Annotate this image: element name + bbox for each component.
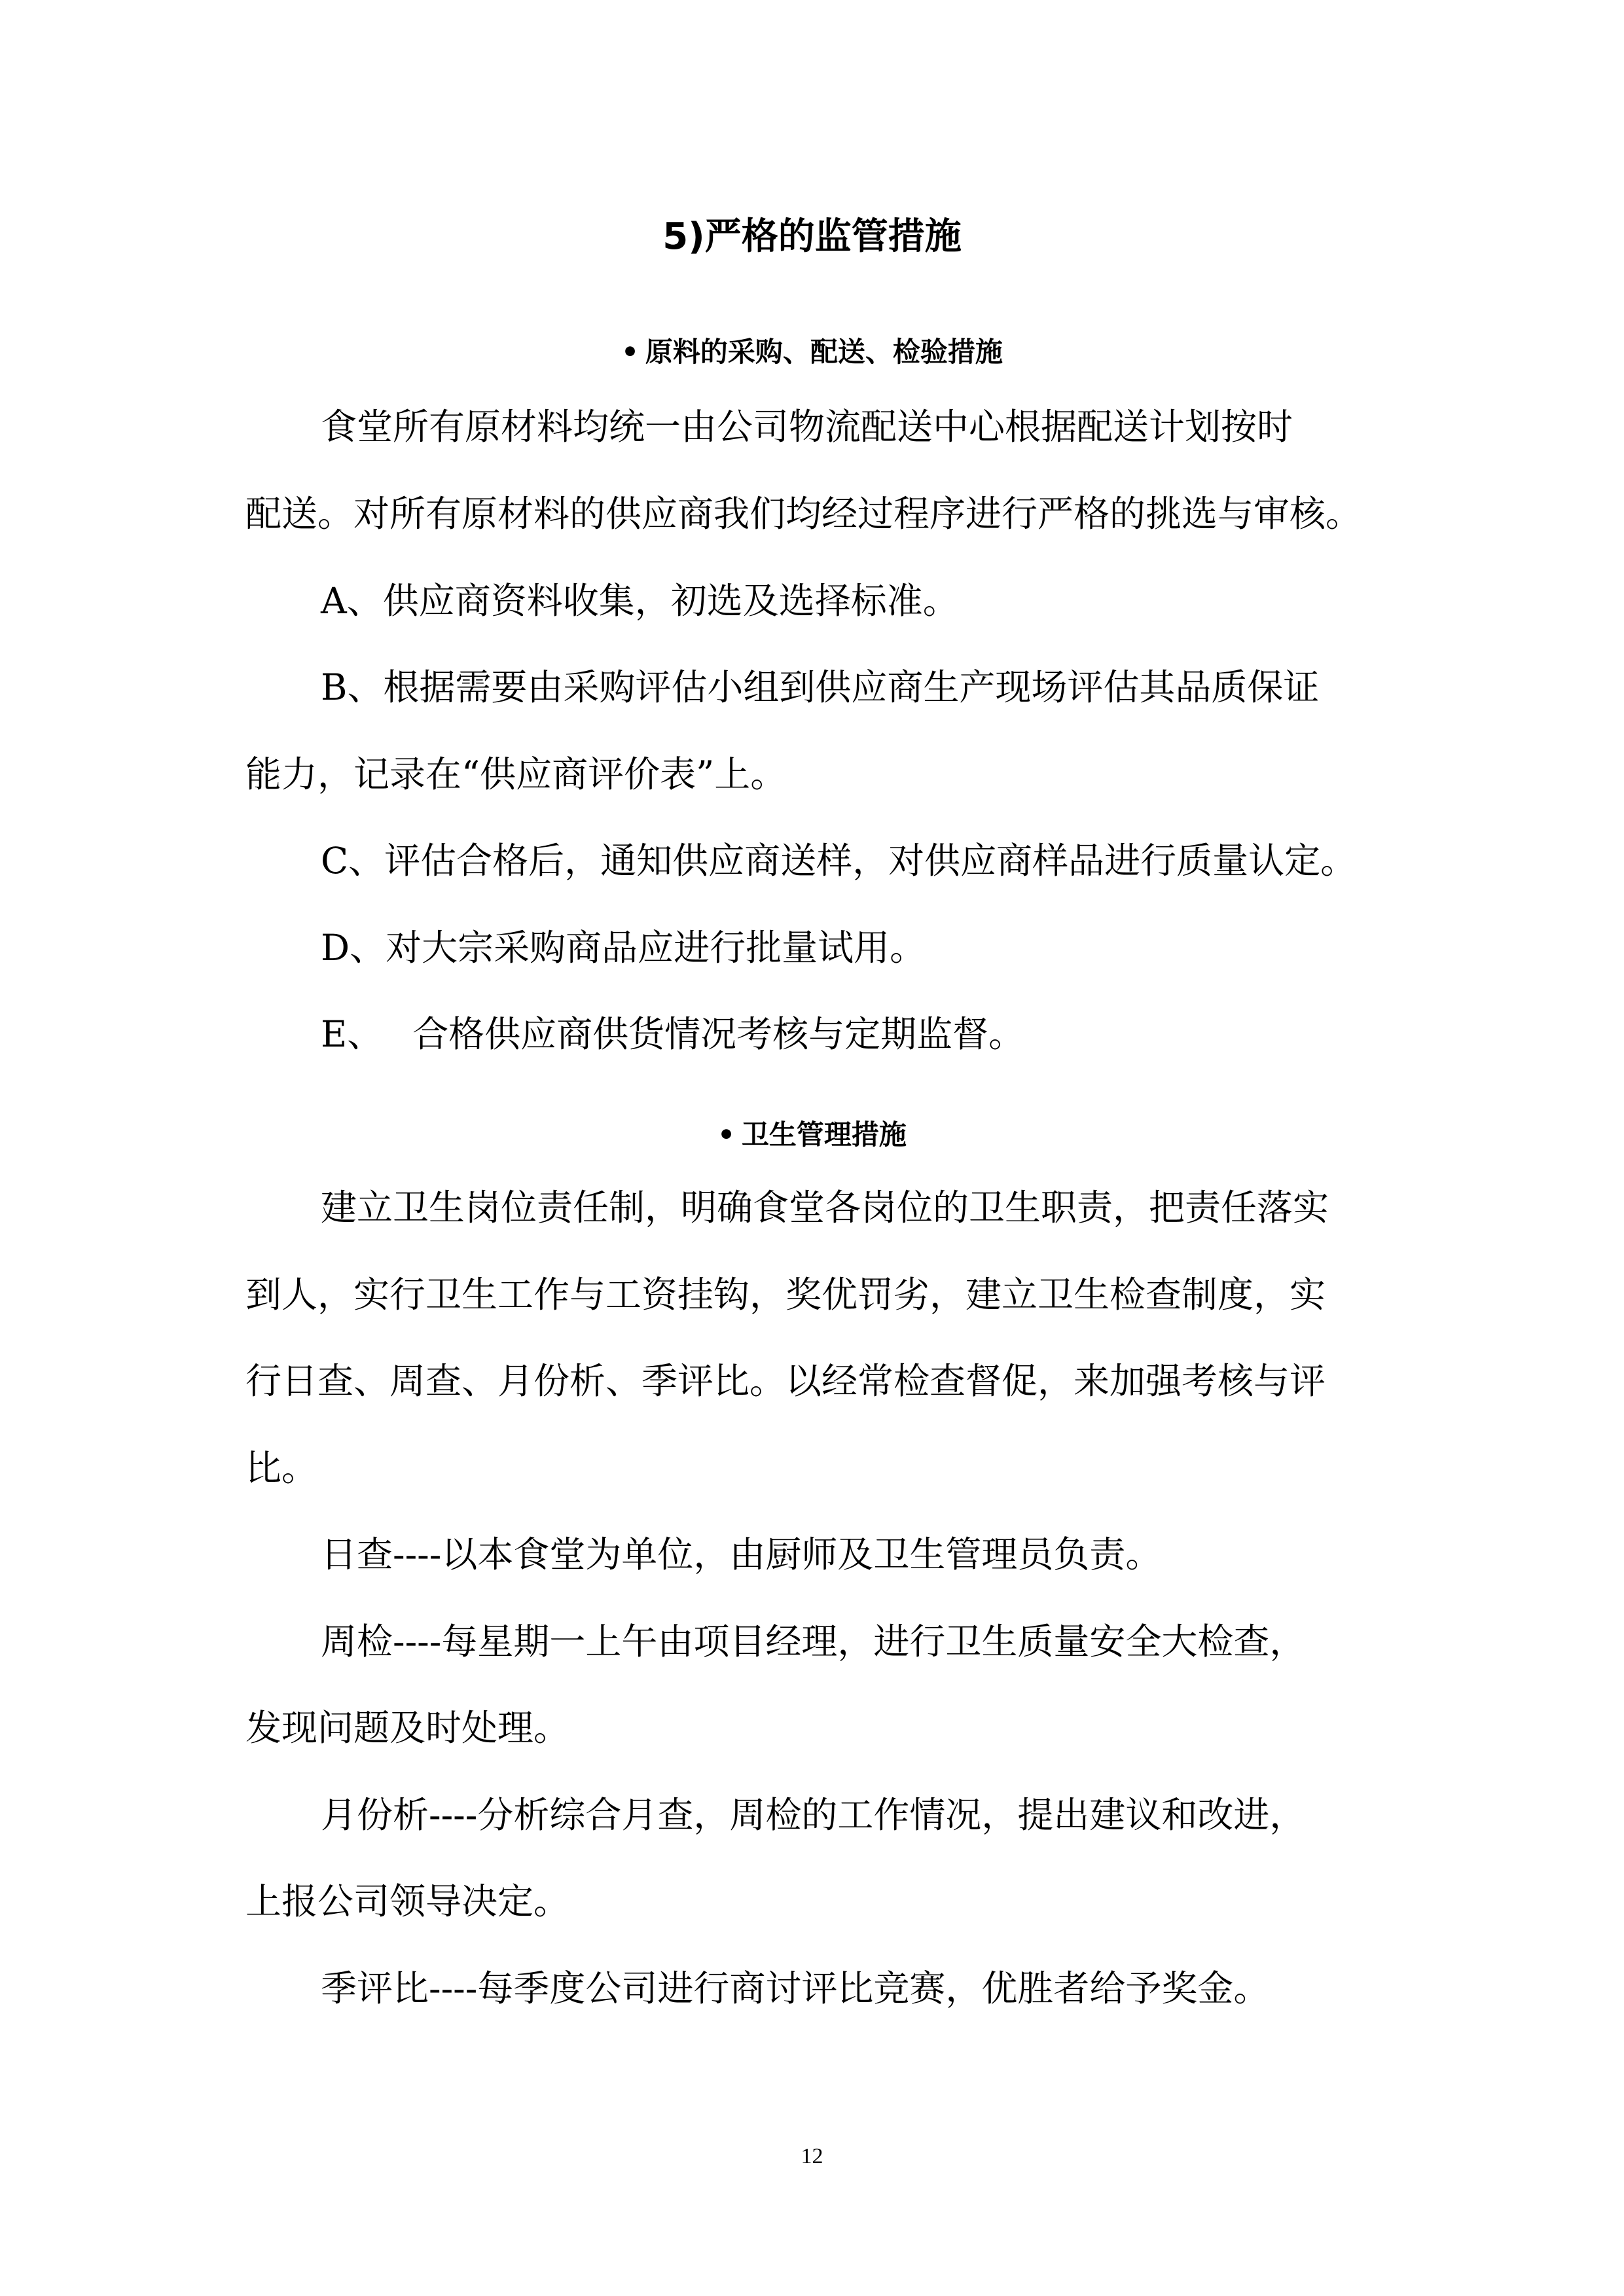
list-item-e: E、 合格供应商供货情况考核与定期监督。 — [321, 1013, 1025, 1055]
quarterly-review-line: 季评比----每季度公司进行商讨评比竞赛，优胜者给予奖金。 — [321, 1967, 1270, 2009]
list-item-b: B、根据需要由采购评估小组到供应商生产现场评估其品质保证 — [321, 666, 1320, 708]
bullet-icon: • — [717, 1119, 735, 1151]
paragraph-line: 食堂所有原材料均统一由公司物流配送中心根据配送计划按时 — [321, 406, 1293, 448]
section-heading-procurement — [0, 332, 1624, 372]
page-number: 12 — [801, 2144, 823, 2168]
section-heading-text: 原料的采购、配送、检验措施 — [645, 336, 1003, 368]
paragraph-line: 配送。对所有原材料的供应商我们均经过程序进行严格的挑选与审核。 — [245, 493, 1362, 535]
list-item-d: D、对大宗采购商品应进行批量试用。 — [321, 927, 926, 969]
page-title: 5)严格的监管措施 — [662, 215, 962, 258]
monthly-analysis-line-continued: 上报公司领导决定。 — [245, 1880, 570, 1922]
paragraph-line: 比。 — [245, 1447, 318, 1489]
list-item-a: A、供应商资料收集，初选及选择标准。 — [321, 580, 959, 622]
section-heading-text: 卫生管理措施 — [741, 1119, 907, 1151]
list-item-c: C、评估合格后，通知供应商送样，对供应商样品进行质量认定。 — [321, 840, 1357, 882]
weekly-check-line-continued: 发现问题及时处理。 — [245, 1707, 570, 1749]
section-heading-hygiene — [0, 1115, 1624, 1155]
paragraph-line: 建立卫生岗位责任制，明确食堂各岗位的卫生职责，把责任落实 — [321, 1187, 1329, 1229]
monthly-analysis-line: 月份析----分析综合月查，周检的工作情况，提出建议和改进， — [321, 1794, 1306, 1836]
bullet-icon: • — [621, 336, 639, 368]
daily-check-line: 日查----以本食堂为单位，由厨师及卫生管理员负责。 — [321, 1534, 1162, 1575]
list-item-b-continued: 能力，记录在“供应商评价表”上。 — [245, 753, 787, 795]
paragraph-line: 到人，实行卫生工作与工资挂钩，奖优罚劣，建立卫生检查制度，实 — [245, 1274, 1326, 1316]
paragraph-line: 行日查、周查、月份析、季评比。以经常检查督促，来加强考核与评 — [245, 1360, 1326, 1402]
weekly-check-line: 周检----每星期一上午由项目经理，进行卫生质量安全大检查， — [321, 1621, 1306, 1662]
